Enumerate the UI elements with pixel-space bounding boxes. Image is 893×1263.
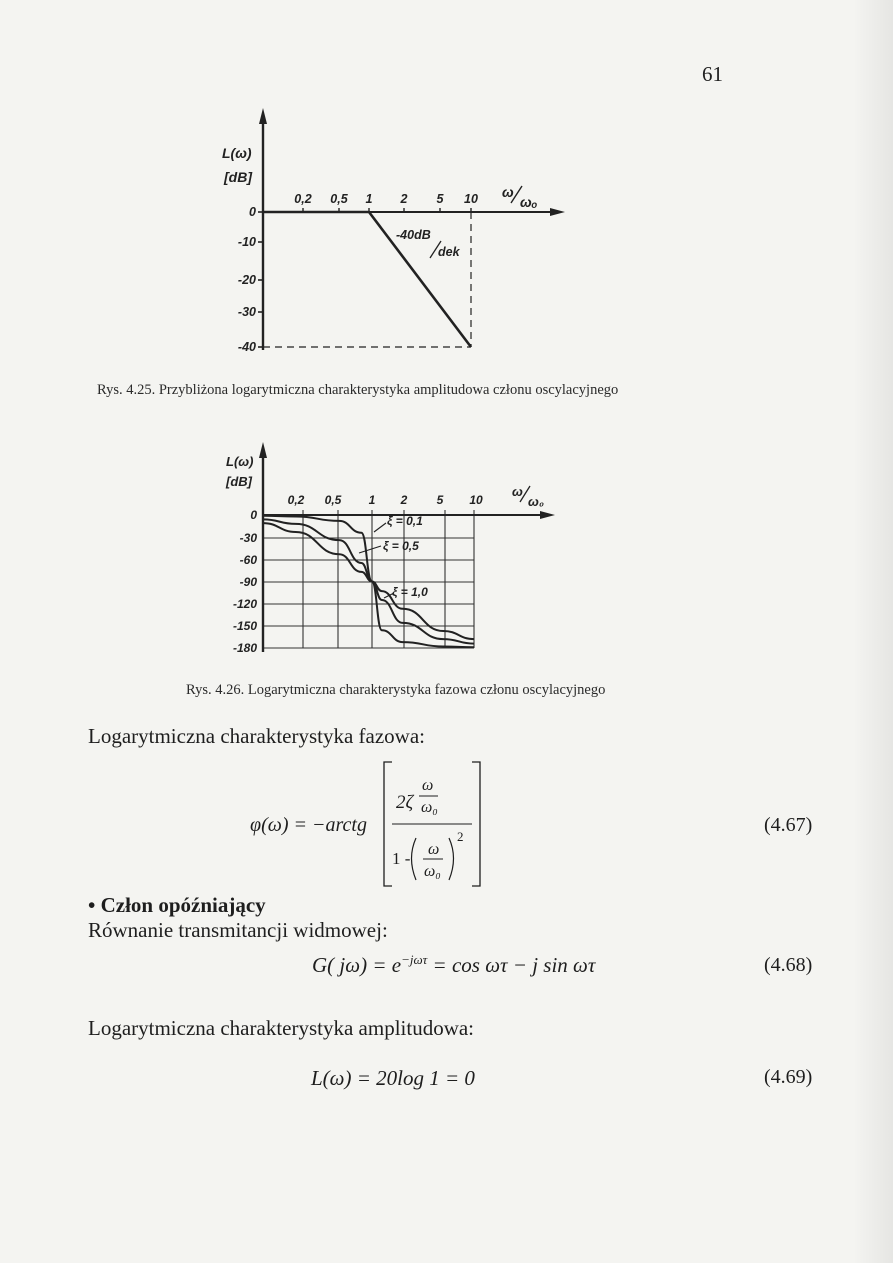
fig2-x-tick-label: 5: [436, 493, 444, 507]
fig1-x-tick-label: 2: [400, 192, 408, 206]
fig2-y-tick-label: -150: [232, 619, 257, 633]
fig1-y-label-unit: [dB]: [224, 169, 252, 185]
fig2-y-axis-arrow-icon: [259, 442, 267, 458]
fig1-x-label-denominator: ωₒ: [520, 194, 538, 210]
fig1-slope-label-unit: dek: [438, 245, 460, 259]
fig2-x-axis-arrow-icon: [540, 511, 555, 519]
fig2-y-tick-label: -120: [232, 597, 257, 611]
figure-4-25: [200, 100, 600, 360]
eq468-lhs: G( jω) = e: [312, 953, 402, 977]
fig1-x-axis-arrow-icon: [550, 208, 565, 216]
fig1-x-tick-label: 0,5: [330, 192, 348, 206]
fig1-y-tick-label: -10: [237, 235, 256, 249]
fig1-y-tick-label: -30: [237, 305, 256, 319]
fig2-x-tick-label: 1: [368, 493, 376, 507]
fig2-x-tick-label: 2: [400, 493, 408, 507]
fig1-x-tick-label: 10: [464, 192, 478, 206]
fig1-y-label: L(ω): [222, 145, 252, 161]
figure-4-26-caption: Rys. 4.26. Logarytmiczna charakterystyka fazowa członu oscylacyjnego: [186, 682, 606, 698]
fig2-x-tick-label: 0,2: [287, 493, 305, 507]
equation-4-69: L(ω) = 20log 1 = 0: [311, 1066, 475, 1090]
eq467-num-omega0: ω₀: [421, 799, 438, 816]
fig2-leader-line: [359, 546, 381, 553]
fig1-y-tick-label: -20: [237, 273, 256, 287]
fig2-y-tick-label: -90: [239, 575, 257, 589]
eq-number-4-67: (4.67): [764, 814, 813, 836]
amplitude-intro: Logarytmiczna charakterystyka amplitudowa:: [88, 1016, 475, 1040]
page-number: 61: [702, 62, 723, 86]
fig2-x-tick-label: 0,5: [324, 493, 342, 507]
fig2-y-tick-label: -30: [239, 531, 257, 545]
eq467-exponent: 2: [457, 829, 464, 844]
fig1-y-tick-label: 0: [249, 205, 256, 219]
equation-4-67: [250, 758, 510, 890]
fig2-x-label-numerator: ω: [512, 484, 523, 499]
fig2-curve-label: ξ = 1,0: [392, 585, 428, 599]
eq468-rhs: = cos ωτ − j sin ωτ: [427, 953, 596, 977]
fig2-y-label-unit: [dB]: [226, 474, 252, 489]
fig2-x-tick-label: 10: [469, 493, 483, 507]
equation-4-68: [312, 952, 595, 978]
fig1-y-tick-label: -40: [237, 340, 256, 354]
fig2-y-tick-label: -60: [239, 553, 257, 567]
section-heading-delay-element: • Człon opóźniający: [88, 893, 266, 917]
fig1-y-axis-arrow-icon: [259, 108, 267, 124]
fig2-x-label-denominator: ω₀: [528, 494, 544, 509]
fig1-asymptote-line: [263, 212, 471, 347]
eq467-right-paren: [449, 838, 454, 880]
fig2-y-tick-label: 0: [250, 508, 257, 522]
eq467-den-omega0: ω₀: [424, 863, 441, 880]
fig1-x-label-numerator: ω: [502, 184, 514, 200]
fig2-phase-curve-3: [263, 523, 474, 639]
eq467-one-minus: 1 -: [392, 849, 411, 868]
fig2-y-label: L(ω): [226, 454, 254, 469]
eq467-num-coef: 2ζ: [396, 792, 414, 813]
eq467-left-bracket: [384, 762, 392, 886]
fig1-x-tick-label: 1: [365, 192, 373, 206]
fig1-x-tick-label: 0,2: [294, 192, 312, 206]
eq467-right-bracket: [472, 762, 480, 886]
fig1-slope-label: -40dB: [396, 228, 431, 242]
eq-number-4-68: (4.68): [764, 954, 813, 976]
eq-number-4-69: (4.69): [764, 1066, 813, 1088]
transmittance-intro: Równanie transmitancji widmowej:: [88, 918, 388, 942]
eq468-exponent: −jωτ: [401, 952, 428, 967]
eq467-left-paren: [412, 838, 417, 880]
fig2-curve-label: ξ = 0,1: [387, 514, 423, 528]
fig2-y-tick-label: -180: [232, 641, 257, 655]
page-edge-shadow: [853, 0, 893, 1263]
eq467-den-omega: ω: [428, 841, 440, 858]
eq467-num-omega: ω: [422, 777, 434, 794]
phase-intro: Logarytmiczna charakterystyka fazowa:: [88, 724, 425, 748]
figure-4-26: [200, 430, 600, 670]
fig2-leader-line: [374, 523, 386, 532]
figure-4-25-caption: Rys. 4.25. Przybliżona logarytmiczna charakterystyka amplitudowa członu oscylacyjnego: [97, 382, 619, 398]
fig2-curve-label: ξ = 0,5: [383, 539, 419, 553]
eq467-lhs: φ(ω) = −arctg: [250, 814, 367, 836]
fig1-x-tick-label: 5: [436, 192, 444, 206]
